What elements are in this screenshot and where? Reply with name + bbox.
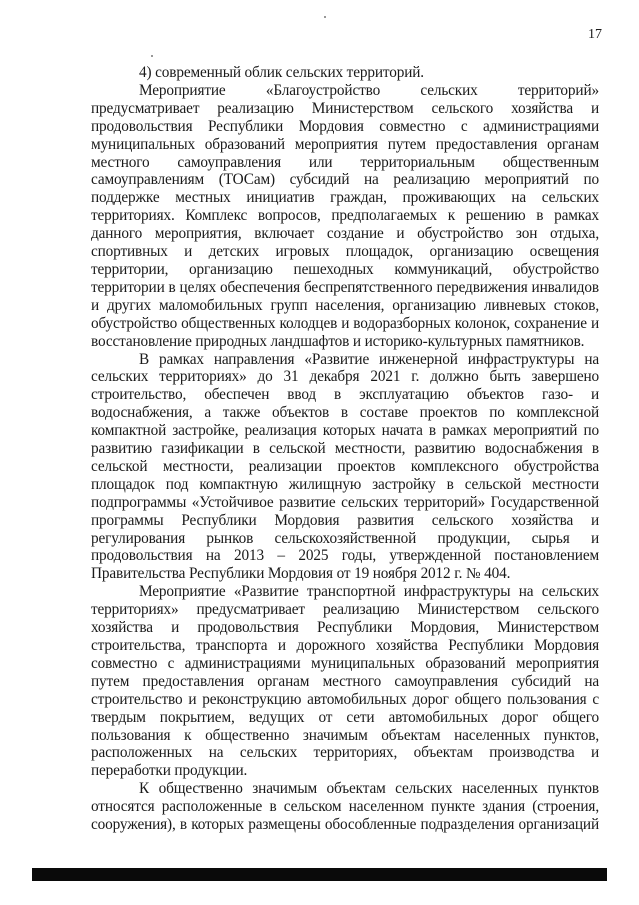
page-number: 17 — [588, 27, 602, 42]
paragraph: Мероприятие «Развитие транспортной инфраструктуры на сельских территориях» предусматривает реализацию Министерством сельского хозяйства и продовольствия Республики Мордовия, Министерством строительства, транспорта и дорожного хозяйства Республики Мордовия совместно с администрациями муниципальных образований мероприятия путем предоставления органам местного самоуправления субсидий на строительство и реконструкцию автомобильных дорог общего пользования с твердым покрытием, ведущих от сети автомобильных дорог общего пользования к общественно значимым объектам населенных пунктов, расположенных на сельских территориях, объектам производства и переработки продукции. — [91, 583, 599, 780]
scan-edge-bar — [32, 868, 607, 881]
paragraph: 4) современный облик сельских территорий. — [139, 64, 424, 81]
paragraph: В рамках направления «Развитие инженерной инфраструктуры на сельских территориях» до 31 декабря 2021 г. должно быть завершено строительство, обеспечен ввод в эксплуатацию объектов газо- и водоснабжения, а также объектов в составе проектов по комплексной компактной застройке, реализация которых начата в рамках мероприятий по развитию газификации в сельской местности, развитию водоснабжения в сельской местности, реализации проектов комплексного обустройства площадок под компактную жилищную застройку в сельской местности подпрограммы «Устойчивое развитие сельских территорий» Государственной программы Республики Мордовия развития сельского хозяйства и регулирования рынков сельскохозяйственной продукции, сырья и продовольствия на 2013 – 2025 годы, утвержденной постановлением Правительства Республики Мордовия от 19 ноября 2012 г. № 404. — [91, 350, 599, 583]
paragraph: К общественно значимым объектам сельских населенных пунктов относятся расположенные в сельском населенном пункте здания (строения, сооружения), в которых размещены обособленные подразделения организаций — [91, 780, 599, 834]
document-body — [91, 64, 599, 834]
scan-speck — [324, 16, 326, 18]
scan-speck — [151, 55, 153, 57]
paragraph: Мероприятие «Благоустройство сельских территорий» предусматривает реализацию Министерством сельского хозяйства и продовольствия Республики Мордовия совместно с администрациями муниципальных образований мероприятия путем предоставления органам местного самоуправления или территориальным общественным самоуправлениям (ТОСам) субсидий на реализацию мероприятий по поддержке местных инициатив граждан, проживающих на сельских территориях. Комплекс вопросов, предполагаемых к решению в рамках данного мероприятия, включает создание и обустройство зон отдыха, спортивных и детских игровых площадок, организацию освещения территории, организацию пешеходных коммуникаций, обустройство территории в целях обеспечения беспрепятственного передвижения инвалидов и других маломобильных групп населения, организацию ливневых стоков, обустройство общественных колодцев и водоразборных колонок, сохранение и восстановление природных ландшафтов и историко-культурных памятников. — [91, 81, 599, 350]
